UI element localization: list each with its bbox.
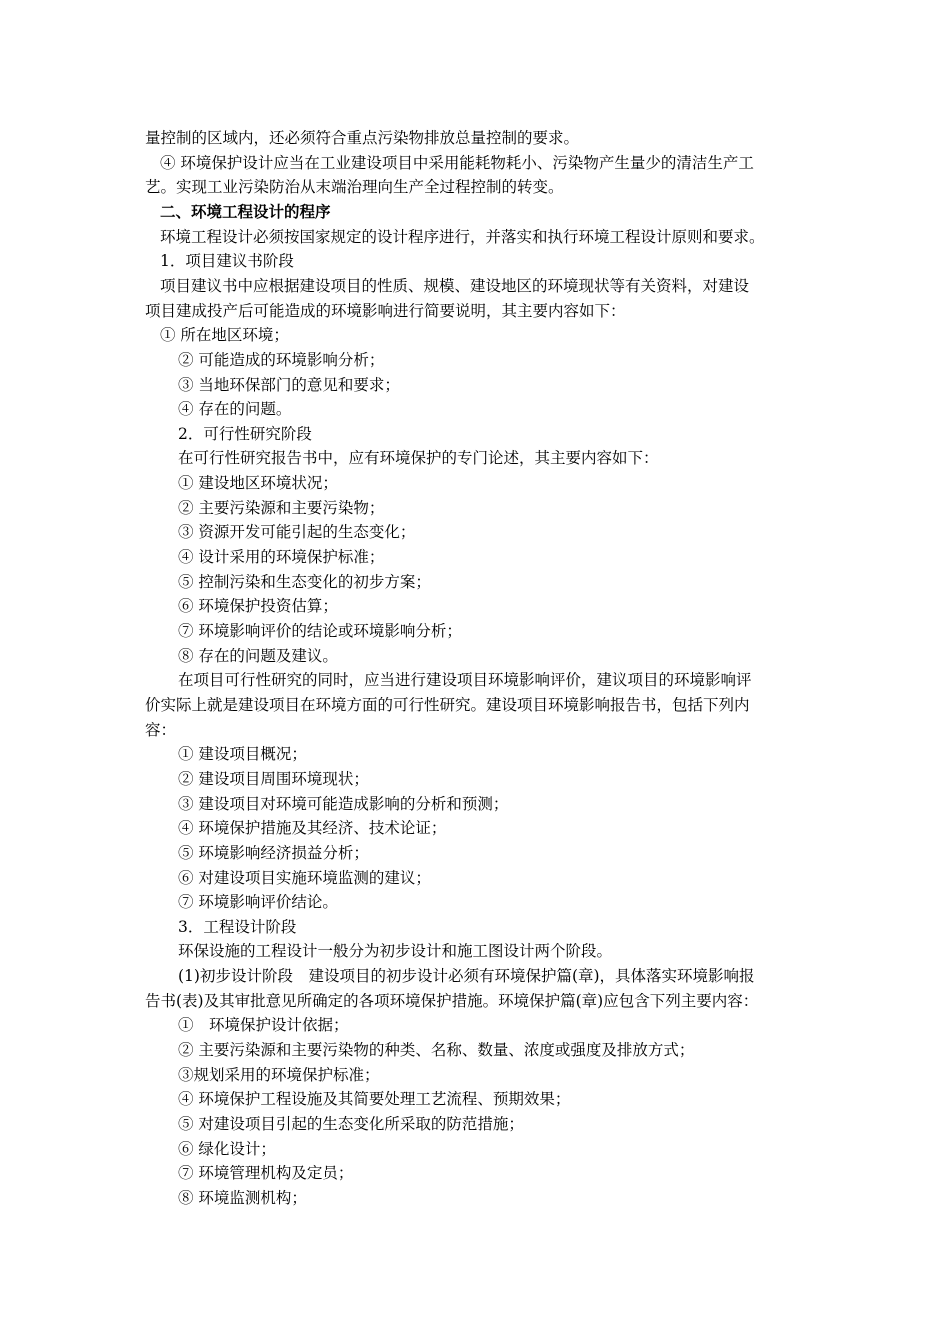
text-line: 价实际上就是建设项目在环境方面的可行性研究。建设项目环境影响报告书，包括下列内 xyxy=(145,695,750,714)
text-line: ④ 设计采用的环境保护标准； xyxy=(178,548,385,566)
text-line: 在项目可行性研究的同时，应当进行建设项目环境影响评价，建议项目的环境影响评 xyxy=(178,671,752,690)
text-line: 3．工程设计阶段 xyxy=(178,917,297,936)
text-line: ⑦ 环境管理机构及定员； xyxy=(178,1164,354,1183)
text-line: ③ 当地环保部门的意见和要求； xyxy=(178,375,400,394)
text-line: 在可行性研究报告书中，应有环境保护的专门论述，其主要内容如下： xyxy=(178,449,659,468)
text-line: ⑤ 对建设项目引起的生态变化所采取的防范措施； xyxy=(178,1115,524,1133)
text-line: (1)初步设计阶段 建设项目的初步设计必须有环境保护篇(章)，具体落实环境影响报 xyxy=(178,967,755,986)
text-line: ⑤ 控制污染和生态变化的初步方案； xyxy=(178,572,431,591)
text-line: ③ 资源开发可能引起的生态变化； xyxy=(178,523,416,542)
text-line: ② 可能造成的环境影响分析； xyxy=(178,350,385,369)
text-line: ② 主要污染源和主要污染物； xyxy=(178,498,385,517)
text-line: ① 建设项目概况； xyxy=(178,745,307,764)
text-line: ⑥ 对建设项目实施环境监测的建议； xyxy=(178,868,431,887)
text-line: ④ 环境保护工程设施及其简要处理工艺流程、预期效果； xyxy=(178,1090,571,1109)
text-line: ④ 环境保护措施及其经济、技术论证； xyxy=(178,819,447,838)
text-line: ④ 存在的问题。 xyxy=(178,400,292,419)
text-line: ③规划采用的环境保护标准； xyxy=(178,1065,380,1084)
text-line: ② 主要污染源和主要污染物的种类、名称、数量、浓度或强度及排放方式； xyxy=(178,1041,695,1059)
text-line: 2．可行性研究阶段 xyxy=(178,424,312,443)
text-line: ⑦ 环境影响评价结论。 xyxy=(178,893,338,912)
text-line: ① 环境保护设计依据； xyxy=(178,1016,349,1035)
text-line: ⑥ 环境保护投资估算； xyxy=(178,597,338,616)
text-line: 1．项目建议书阶段 xyxy=(160,252,294,271)
text-line: ③ 建设项目对环境可能造成影响的分析和预测； xyxy=(178,794,509,813)
text-line: 环境工程设计必须按国家规定的设计程序进行，并落实和执行环境工程设计原则和要求。 xyxy=(160,227,765,246)
text-line: 项目建议书中应根据建设项目的性质、规模、建设地区的环境现状等有关资料，对建设 xyxy=(160,276,750,295)
section-heading: 二、环境工程设计的程序 xyxy=(160,201,331,221)
text-line: ① 建设地区环境状况； xyxy=(178,474,338,493)
text-line: ⑦ 环境影响评价的结论或环境影响分析； xyxy=(178,622,462,640)
text-line: ⑤ 环境影响经济损益分析； xyxy=(178,843,369,862)
text-line: 容： xyxy=(145,720,177,739)
text-line: ② 建设项目周围环境现状； xyxy=(178,769,369,788)
text-line: ⑧ 存在的问题及建议。 xyxy=(178,646,338,665)
text-line: ① 所在地区环境； xyxy=(160,326,289,345)
text-line: ⑥ 绿化设计； xyxy=(178,1139,276,1158)
text-line: 告书(表)及其审批意见所确定的各项环境保护措施。环境保护篇(章)应包含下列主要内容： xyxy=(145,991,759,1010)
text-line: 艺。实现工业污染防治从末端治理向生产全过程控制的转变。 xyxy=(145,178,564,197)
text-line: 项目建成投产后可能造成的环境影响进行简要说明，其主要内容如下： xyxy=(145,301,626,320)
text-line: 量控制的区域内，还必须符合重点污染物排放总量控制的要求。 xyxy=(145,129,580,147)
text-line: 环保设施的工程设计一般分为初步设计和施工图设计两个阶段。 xyxy=(178,942,613,961)
text-line: ⑧ 环境监测机构； xyxy=(178,1189,307,1207)
text-line: ④ 环境保护设计应当在工业建设项目中采用能耗物耗小、污染物产生量少的清洁生产工 xyxy=(160,153,754,172)
